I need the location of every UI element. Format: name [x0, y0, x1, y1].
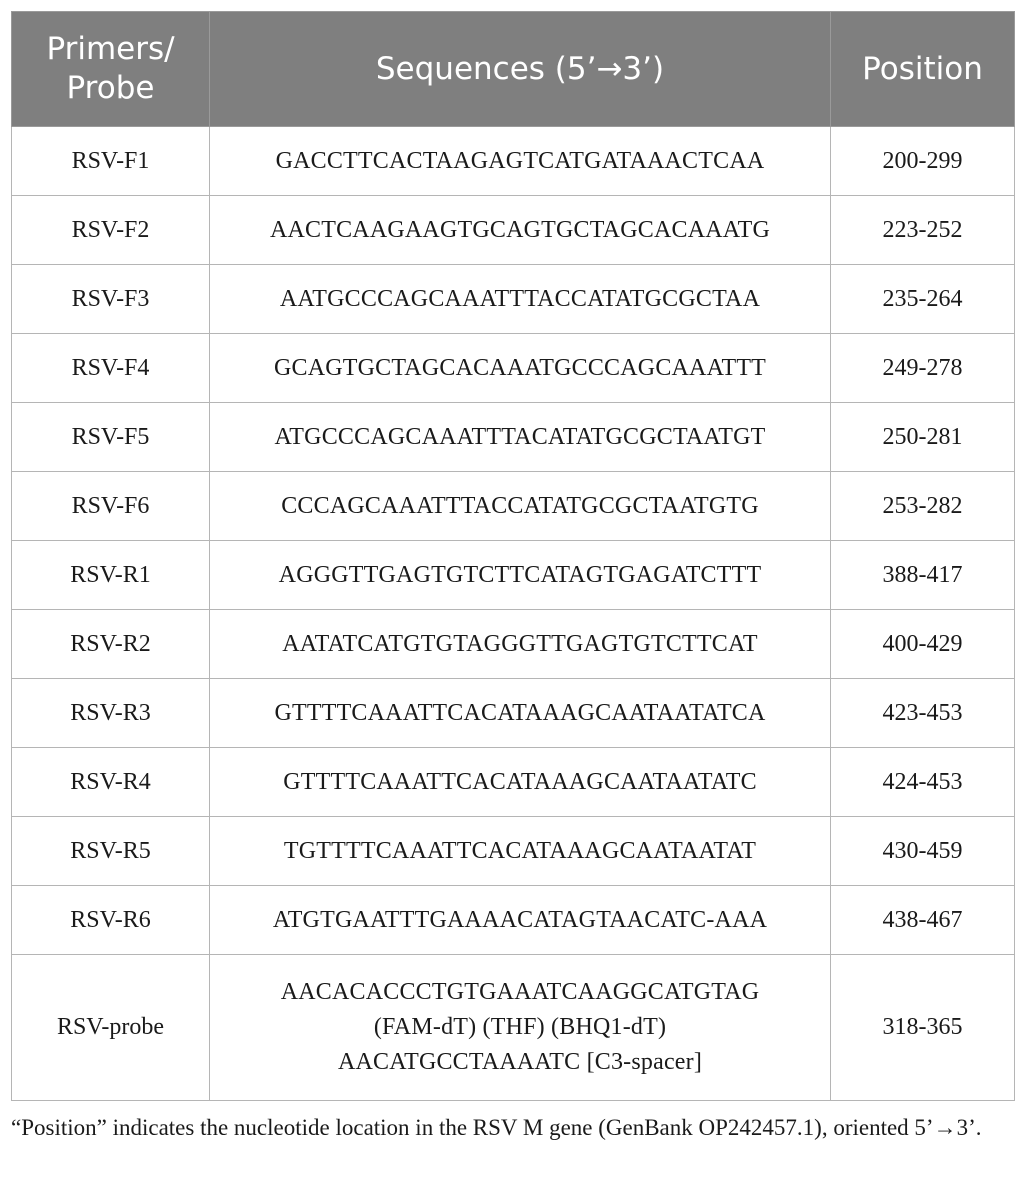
primer-name: RSV-R2 [12, 610, 210, 679]
primer-sequence: AACTCAAGAAGTGCAGTGCTAGCACAAATG [210, 196, 831, 265]
primer-position: 423-453 [831, 679, 1015, 748]
table-row [12, 334, 1015, 403]
primer-name: RSV-F4 [12, 334, 210, 403]
header-primers: Primers/ Probe [12, 12, 210, 127]
probe-position: 318-365 [831, 955, 1015, 1101]
primer-name: RSV-R1 [12, 541, 210, 610]
primer-position: 200-299 [831, 127, 1015, 196]
probe-sequence-line: AACATGCCTAAAATC [C3-spacer] [337, 1049, 703, 1075]
primer-name: RSV-F1 [12, 127, 210, 196]
primer-sequence: GACCTTCACTAAGAGTCATGATAAACTCAA [210, 127, 831, 196]
table-row [12, 748, 1015, 817]
primer-sequence: ATGCCCAGCAAATTTACATATGCGCTAATGT [210, 403, 831, 472]
table-row [12, 610, 1015, 679]
table-row [12, 127, 1015, 196]
probe-row [12, 955, 1015, 1101]
header-position: Position [831, 12, 1015, 127]
primer-name: RSV-F6 [12, 472, 210, 541]
primer-position: 438-467 [831, 886, 1015, 955]
primer-sequence: GTTTTCAAATTCACATAAAGCAATAATATC [210, 748, 831, 817]
probe-sequence-line: AACACACCCTGTGAAATCAAGGCATGTAG [280, 979, 760, 1005]
primer-sequence: GTTTTCAAATTCACATAAAGCAATAATATCA [210, 679, 831, 748]
primer-position: 424-453 [831, 748, 1015, 817]
table-row [12, 679, 1015, 748]
table-row [12, 817, 1015, 886]
primer-sequence: CCCAGCAAATTTACCATATGCGCTAATGTG [210, 472, 831, 541]
table-row [12, 886, 1015, 955]
table-footnote: “Position” indicates the nucleotide location in the RSV M gene (GenBank OP242457.1), oriented 5’→3’. [11, 1115, 982, 1140]
probe-name: RSV-probe [12, 955, 210, 1101]
table-row [12, 403, 1015, 472]
primer-name: RSV-F5 [12, 403, 210, 472]
primer-position: 250-281 [831, 403, 1015, 472]
primer-table-container [11, 11, 1014, 1101]
primer-sequence: AATATCATGTGTAGGGTTGAGTGTCTTCAT [210, 610, 831, 679]
primer-position: 223-252 [831, 196, 1015, 265]
primer-table [11, 11, 1015, 1101]
probe-sequence-line: (FAM-dT) (THF) (BHQ1-dT) [373, 1014, 667, 1040]
header-sequences: Sequences (5’→3’) [210, 12, 831, 127]
primer-name: RSV-F3 [12, 265, 210, 334]
primer-sequence: AGGGTTGAGTGTCTTCATAGTGAGATCTTT [210, 541, 831, 610]
primer-sequence: GCAGTGCTAGCACAAATGCCCAGCAAATTT [210, 334, 831, 403]
table-row [12, 196, 1015, 265]
primer-position: 388-417 [831, 541, 1015, 610]
table-row [12, 265, 1015, 334]
primer-name: RSV-R5 [12, 817, 210, 886]
primer-position: 400-429 [831, 610, 1015, 679]
primer-sequence: AATGCCCAGCAAATTTACCATATGCGCTAA [210, 265, 831, 334]
primer-sequence: ATGTGAATTTGAAAACATAGTAACATC-AAA [210, 886, 831, 955]
primer-position: 235-264 [831, 265, 1015, 334]
probe-sequence [210, 955, 831, 1101]
header-row [12, 12, 1015, 127]
primer-sequence: TGTTTTCAAATTCACATAAAGCAATAATAT [210, 817, 831, 886]
primer-position: 430-459 [831, 817, 1015, 886]
primer-position: 253-282 [831, 472, 1015, 541]
primer-name: RSV-R3 [12, 679, 210, 748]
table-row [12, 472, 1015, 541]
primer-position: 249-278 [831, 334, 1015, 403]
table-row [12, 541, 1015, 610]
primer-name: RSV-F2 [12, 196, 210, 265]
primer-name: RSV-R4 [12, 748, 210, 817]
primer-name: RSV-R6 [12, 886, 210, 955]
